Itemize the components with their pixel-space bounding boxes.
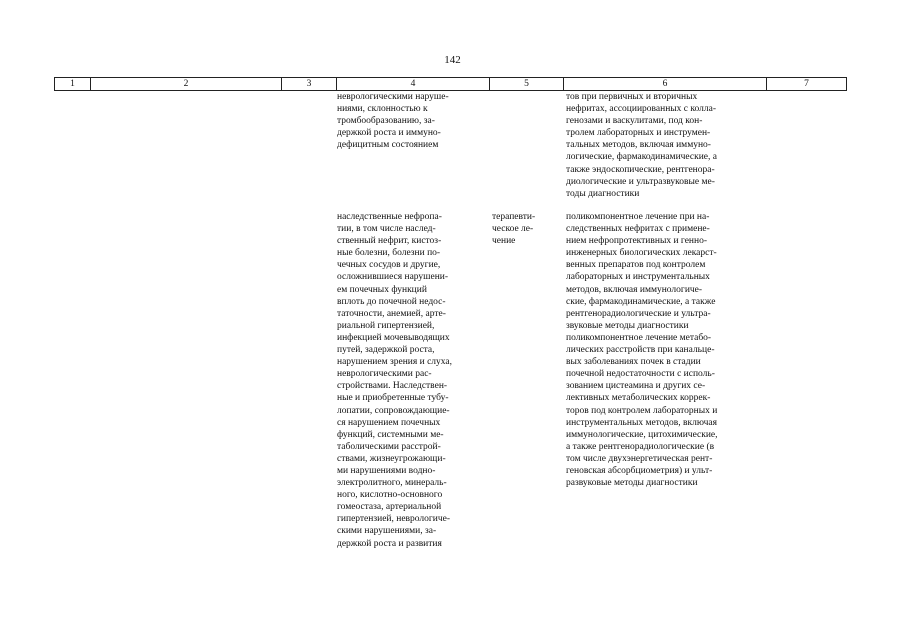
- text-line: торов под контролем лабораторных и: [566, 405, 718, 416]
- text-line: рентгенорадиологические и ультра-: [566, 308, 711, 319]
- text-line: тальных методов, включая иммуно-: [566, 140, 711, 151]
- page-number: 142: [444, 54, 461, 66]
- header-col-3: 3: [281, 78, 336, 90]
- header-col-6: 6: [563, 78, 766, 90]
- header-col-5: 5: [489, 78, 563, 90]
- text-line: электролитного, минераль-: [337, 478, 447, 489]
- text-line: ские, фармакодинамические, а также: [566, 296, 716, 307]
- block2-col6-text: [566, 211, 759, 489]
- text-line: неврологическими рас-: [337, 369, 432, 380]
- text-line: лективных метаболических коррек-: [566, 393, 711, 404]
- header-col-1: 1: [54, 78, 90, 90]
- header-col-4: 4: [336, 78, 489, 90]
- text-line: инженерных биологических лекарст-: [566, 248, 717, 259]
- text-line: зованием цистеамина и других се-: [566, 381, 706, 392]
- text-line: осложнившиеся нарушени-: [337, 272, 449, 283]
- text-line: ственный нефрит, кистоз-: [337, 236, 442, 247]
- table-header-row: [54, 77, 847, 91]
- table: [54, 77, 847, 91]
- header-col-2: 2: [90, 78, 281, 90]
- text-line: гипертензией, неврологиче-: [337, 514, 451, 525]
- text-line: вплоть до почечной недос-: [337, 296, 446, 307]
- text-line: развуковые методы диагностики: [566, 478, 698, 489]
- text-line: тоды диагностики: [566, 188, 640, 199]
- text-line: следственных нефритах с примене-: [566, 224, 710, 235]
- text-line: нарушением зрения и слуха,: [337, 357, 452, 368]
- text-line: методов, включая иммунологиче-: [566, 284, 703, 295]
- text-line: лабораторных и инструментальных: [566, 272, 710, 283]
- text-line: ми нарушениями водно-: [337, 465, 436, 476]
- block2-col5-text: [492, 211, 555, 247]
- text-line: ные и приобретенные тубу-: [337, 393, 449, 404]
- block1-col4-text: [337, 91, 480, 151]
- text-line: также эндоскопические, рентгенора-: [566, 164, 715, 175]
- text-line: тролем лабораторных и инструмен-: [566, 128, 711, 139]
- text-line: тии, в том числе наслед-: [337, 224, 436, 235]
- text-line: дефицитным состоянием: [337, 140, 439, 151]
- text-line: венных препаратов под контролем: [566, 260, 706, 271]
- text-line: поликомпонентное лечение метабо-: [566, 332, 712, 343]
- text-line: лопатии, сопровождающие-: [337, 405, 450, 416]
- text-line: скими нарушениями, за-: [337, 526, 437, 537]
- text-line: ного, кислотно-основного: [337, 490, 443, 501]
- text-line: геновская абсорбциометрия) и ульт-: [566, 465, 713, 476]
- text-line: том числе двухэнергетическая рент-: [566, 453, 713, 464]
- block1-col6-text: [566, 91, 759, 200]
- text-line: диологические и ультразвуковые ме-: [566, 176, 715, 187]
- text-line: ся нарушением почечных: [337, 417, 441, 428]
- text-line: инструментальных методов, включая: [566, 417, 717, 428]
- text-line: а также рентгенорадиологические (в: [566, 441, 715, 452]
- text-line: почечной недостаточности с исполь-: [566, 369, 715, 380]
- text-line: путей, задержкой роста,: [337, 345, 435, 356]
- text-line: держкой роста и развития: [337, 538, 442, 549]
- text-line: ниями, склонностью к: [337, 104, 428, 115]
- text-line: вых заболеваниях почек в стадии: [566, 357, 701, 368]
- text-line: чение: [492, 236, 516, 247]
- text-line: нефритах, ассоциированных с колла-: [566, 104, 717, 115]
- text-line: таболическими расстрой-: [337, 441, 441, 452]
- header-col-7: 7: [766, 78, 847, 90]
- text-line: звуковые методы диагностики: [566, 320, 689, 331]
- text-line: наследственные нефропа-: [337, 212, 442, 222]
- text-line: терапевти-: [492, 212, 536, 222]
- block2-col4-text: [337, 211, 480, 550]
- text-line: гомеостаза, артериальной: [337, 502, 442, 513]
- text-line: ческое ле-: [492, 224, 534, 235]
- text-line: генозами и васкулитами, под кон-: [566, 116, 703, 127]
- text-line: тов при первичных и вторичных: [566, 92, 698, 102]
- text-line: нием нефропротективных и генно-: [566, 236, 708, 247]
- text-line: лических расстройств при канальце-: [566, 345, 715, 356]
- text-line: логические, фармакодинамические, а: [566, 152, 717, 163]
- text-line: неврологическими наруше-: [337, 92, 449, 102]
- text-line: иммунологические, цитохимические,: [566, 429, 718, 440]
- text-line: ные болезни, болезни по-: [337, 248, 441, 259]
- text-line: инфекцией мочевыводящих: [337, 332, 450, 343]
- text-line: держкой роста и иммуно-: [337, 128, 441, 139]
- text-line: ствами, жизнеугрожающи-: [337, 453, 446, 464]
- text-line: таточности, анемией, арте-: [337, 308, 446, 319]
- text-line: ем почечных функций: [337, 284, 427, 295]
- text-line: риальной гипертензией,: [337, 320, 435, 331]
- text-line: тромбообразованию, за-: [337, 116, 435, 127]
- text-line: поликомпонентное лечение при на-: [566, 212, 710, 222]
- text-line: стройствами. Наследствен-: [337, 381, 448, 392]
- text-line: чечных сосудов и другие,: [337, 260, 441, 271]
- text-line: функций, системными ме-: [337, 429, 444, 440]
